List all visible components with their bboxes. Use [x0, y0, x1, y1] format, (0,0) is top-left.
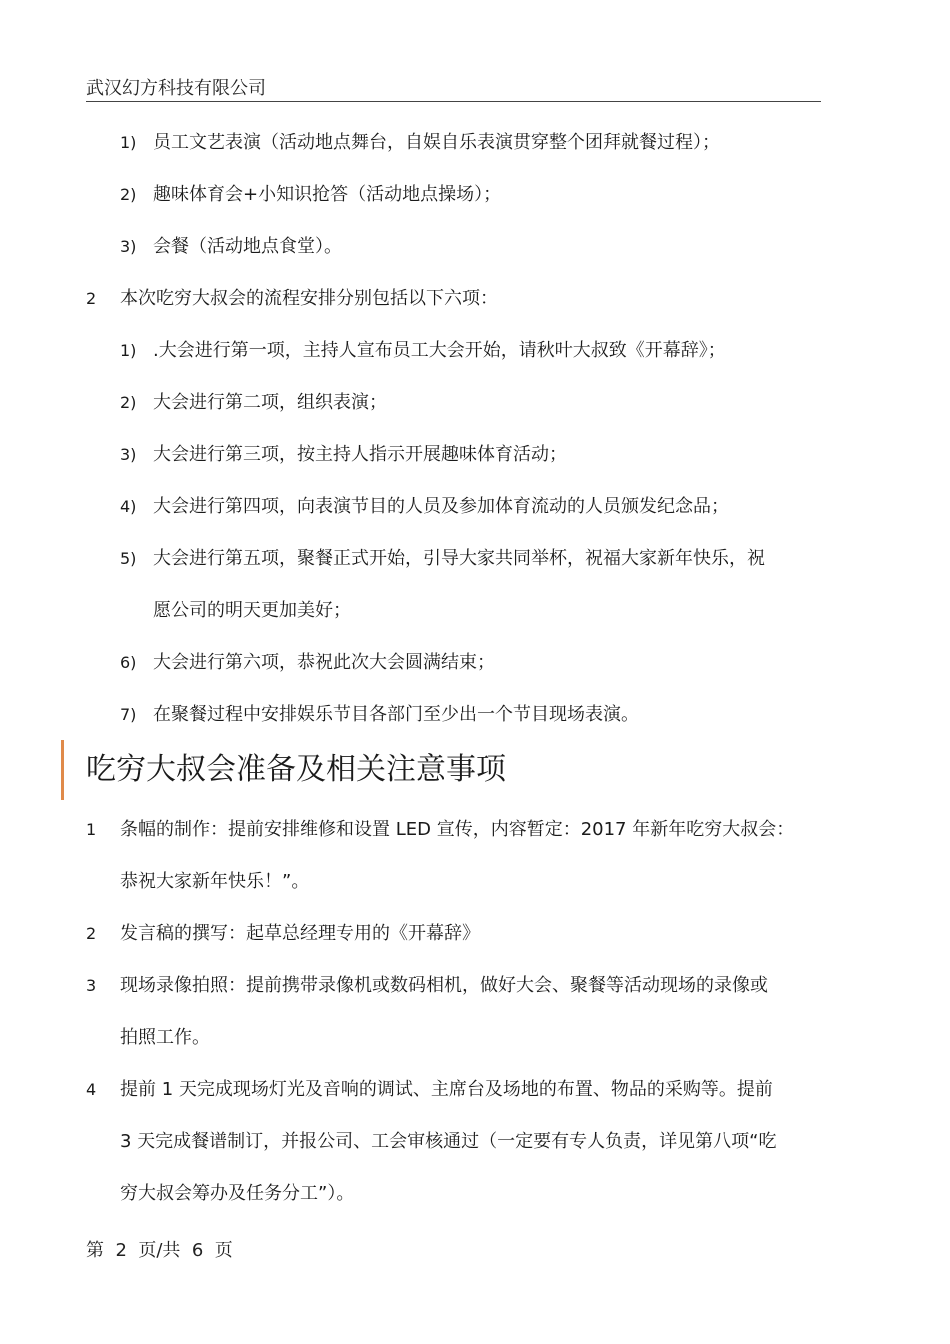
list-text: 大会进行第六项，恭祝此次大会圆满结束； — [153, 652, 495, 673]
list-text: 现场录像拍照：提前携带录像机或数码相机，做好大会、聚餐等活动现场的录像或 — [120, 975, 768, 996]
list-text: 趣味体育会+小知识抢答（活动地点操场）； — [153, 184, 502, 205]
list-number: 1 — [86, 820, 97, 839]
list-number: 6) — [120, 653, 137, 672]
list-text: 条幅的制作：提前安排维修和设置 LED 宣传，内容暂定：2017 年新年吃穷大叔会： — [120, 819, 795, 840]
list-number: 1) — [120, 341, 137, 360]
list-number: 1) — [120, 133, 137, 152]
list-number: 4 — [86, 1080, 97, 1099]
list-text: 发言稿的撰写：起草总经理专用的《开幕辞》 — [120, 923, 480, 944]
list-text: .大会进行第一项，主持人宣布员工大会开始，请秋叶大叔致《开幕辞》； — [153, 340, 726, 361]
list-text: 本次吃穷大叔会的流程安排分别包括以下六项： — [120, 288, 498, 309]
list-number: 4) — [120, 497, 137, 516]
list-number: 2) — [120, 393, 137, 412]
list-text-continued: 恭祝大家新年快乐！”。 — [120, 871, 310, 892]
list-text-continued: 3 天完成餐谱制订，并报公司、工会审核通过（一定要有专人负责，详见第八项“吃 — [120, 1131, 777, 1152]
list-text: 大会进行第三项，按主持人指示开展趣味体育活动； — [153, 444, 567, 465]
list-number: 3) — [120, 445, 137, 464]
list-number: 3) — [120, 237, 137, 256]
header-company: 武汉幻方科技有限公司 — [86, 78, 266, 99]
list-number: 2 — [86, 289, 97, 308]
list-number: 2) — [120, 185, 137, 204]
list-text: 大会进行第二项，组织表演； — [153, 392, 387, 413]
page-footer: 第 2 页/共 6 页 — [86, 1240, 233, 1261]
list-number: 7) — [120, 705, 137, 724]
list-text-continued: 愿公司的明天更加美好； — [153, 600, 351, 621]
list-text: 会餐（活动地点食堂）。 — [153, 236, 342, 257]
list-text: 大会进行第五项，聚餐正式开始，引导大家共同举杯，祝福大家新年快乐，祝 — [153, 548, 765, 569]
list-text: 提前 1 天完成现场灯光及音响的调试、主席台及场地的布置、物品的采购等。提前 — [120, 1079, 773, 1100]
list-text: 员工文艺表演（活动地点舞台，自娱自乐表演贯穿整个团拜就餐过程）； — [153, 132, 720, 153]
heading-accent-bar — [61, 740, 64, 800]
list-text-continued: 穷大叔会筹办及任务分工”）。 — [120, 1183, 355, 1204]
list-text: 在聚餐过程中安排娱乐节目各部门至少出一个节目现场表演。 — [153, 704, 639, 725]
header-rule — [86, 101, 821, 102]
list-number: 3 — [86, 976, 97, 995]
list-text: 大会进行第四项，向表演节目的人员及参加体育流动的人员颁发纪念品； — [153, 496, 729, 517]
list-number: 5) — [120, 549, 137, 568]
list-text-continued: 拍照工作。 — [120, 1027, 210, 1048]
list-number: 2 — [86, 924, 97, 943]
section-heading: 吃穷大叔会准备及相关注意事项 — [86, 752, 506, 787]
